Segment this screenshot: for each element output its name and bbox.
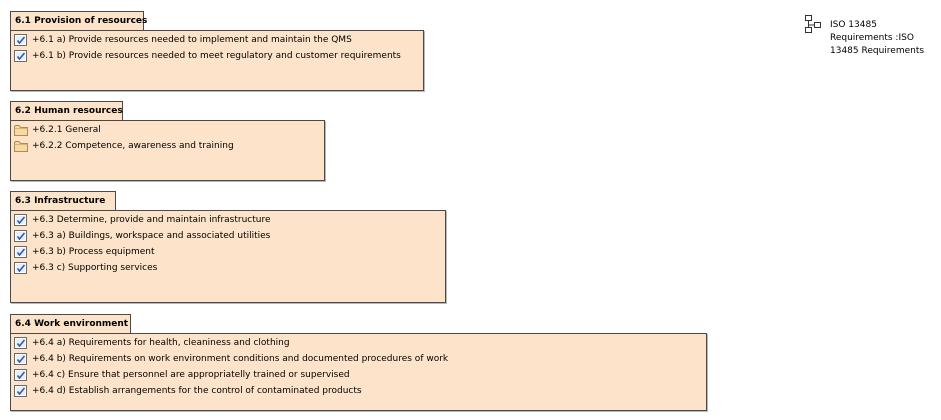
list-item[interactable] xyxy=(14,122,234,138)
requirement-check-icon xyxy=(14,34,28,46)
requirement-check-icon xyxy=(14,353,28,365)
list-item[interactable] xyxy=(14,228,271,244)
package-tab-title: 6.3 Infrastructure xyxy=(10,191,116,211)
requirement-check-icon xyxy=(14,230,28,242)
item-label: +6.3 a) Buildings, workspace and associated utilities xyxy=(32,231,271,241)
list-item[interactable] xyxy=(14,351,448,367)
item-label: +6.3 b) Process equipment xyxy=(32,247,155,257)
package-tab-title: 6.2 Human resources xyxy=(10,101,123,121)
list-item[interactable] xyxy=(14,212,271,228)
package-body xyxy=(10,120,325,181)
requirement-check-icon xyxy=(14,337,28,349)
list-item[interactable] xyxy=(14,335,448,351)
list-item[interactable] xyxy=(14,244,271,260)
package-reference-label: ISO 13485 Requirements :ISO 13485 Requirements xyxy=(830,20,925,56)
list-item[interactable] xyxy=(14,383,448,399)
list-item[interactable] xyxy=(14,48,401,64)
package-item-list xyxy=(14,32,401,64)
item-label: +6.1 a) Provide resources needed to implement and maintain the QMS xyxy=(32,35,352,45)
item-label: +6.4 b) Requirements on work environment conditions and documented procedures of work xyxy=(32,354,449,364)
package-tab-title: 6.1 Provision of resources xyxy=(10,11,144,31)
package-reference-icon xyxy=(804,15,822,33)
package-item-list xyxy=(14,212,271,276)
package-tab-title: 6.4 Work environment xyxy=(10,314,131,334)
list-item[interactable] xyxy=(14,260,271,276)
item-label: +6.4 d) Establish arrangements for the control of contaminated products xyxy=(32,386,362,396)
requirement-check-icon xyxy=(14,246,28,258)
item-label: +6.3 c) Supporting services xyxy=(32,263,158,273)
package-item-list xyxy=(14,335,448,399)
item-label: +6.2.2 Competence, awareness and training xyxy=(32,141,234,151)
folder-icon xyxy=(14,124,28,136)
requirement-check-icon xyxy=(14,214,28,226)
package-body xyxy=(10,210,446,303)
package-item-list xyxy=(14,122,234,154)
folder-icon xyxy=(14,140,28,152)
list-item[interactable] xyxy=(14,32,401,48)
list-item[interactable] xyxy=(14,367,448,383)
list-item[interactable] xyxy=(14,138,234,154)
requirement-check-icon xyxy=(14,385,28,397)
item-label: +6.1 b) Provide resources needed to meet regulatory and customer requirements xyxy=(32,51,401,61)
item-label: +6.4 c) Ensure that personnel are appropriatelly trained or supervised xyxy=(32,370,350,380)
requirement-check-icon xyxy=(14,369,28,381)
item-label: +6.4 a) Requirements for health, cleaniness and clothing xyxy=(32,338,290,348)
requirement-check-icon xyxy=(14,50,28,62)
requirement-check-icon xyxy=(14,262,28,274)
item-label: +6.3 Determine, provide and maintain infrastructure xyxy=(32,215,271,225)
package-body xyxy=(10,333,707,411)
item-label: +6.2.1 General xyxy=(32,125,101,135)
package-body xyxy=(10,30,424,91)
